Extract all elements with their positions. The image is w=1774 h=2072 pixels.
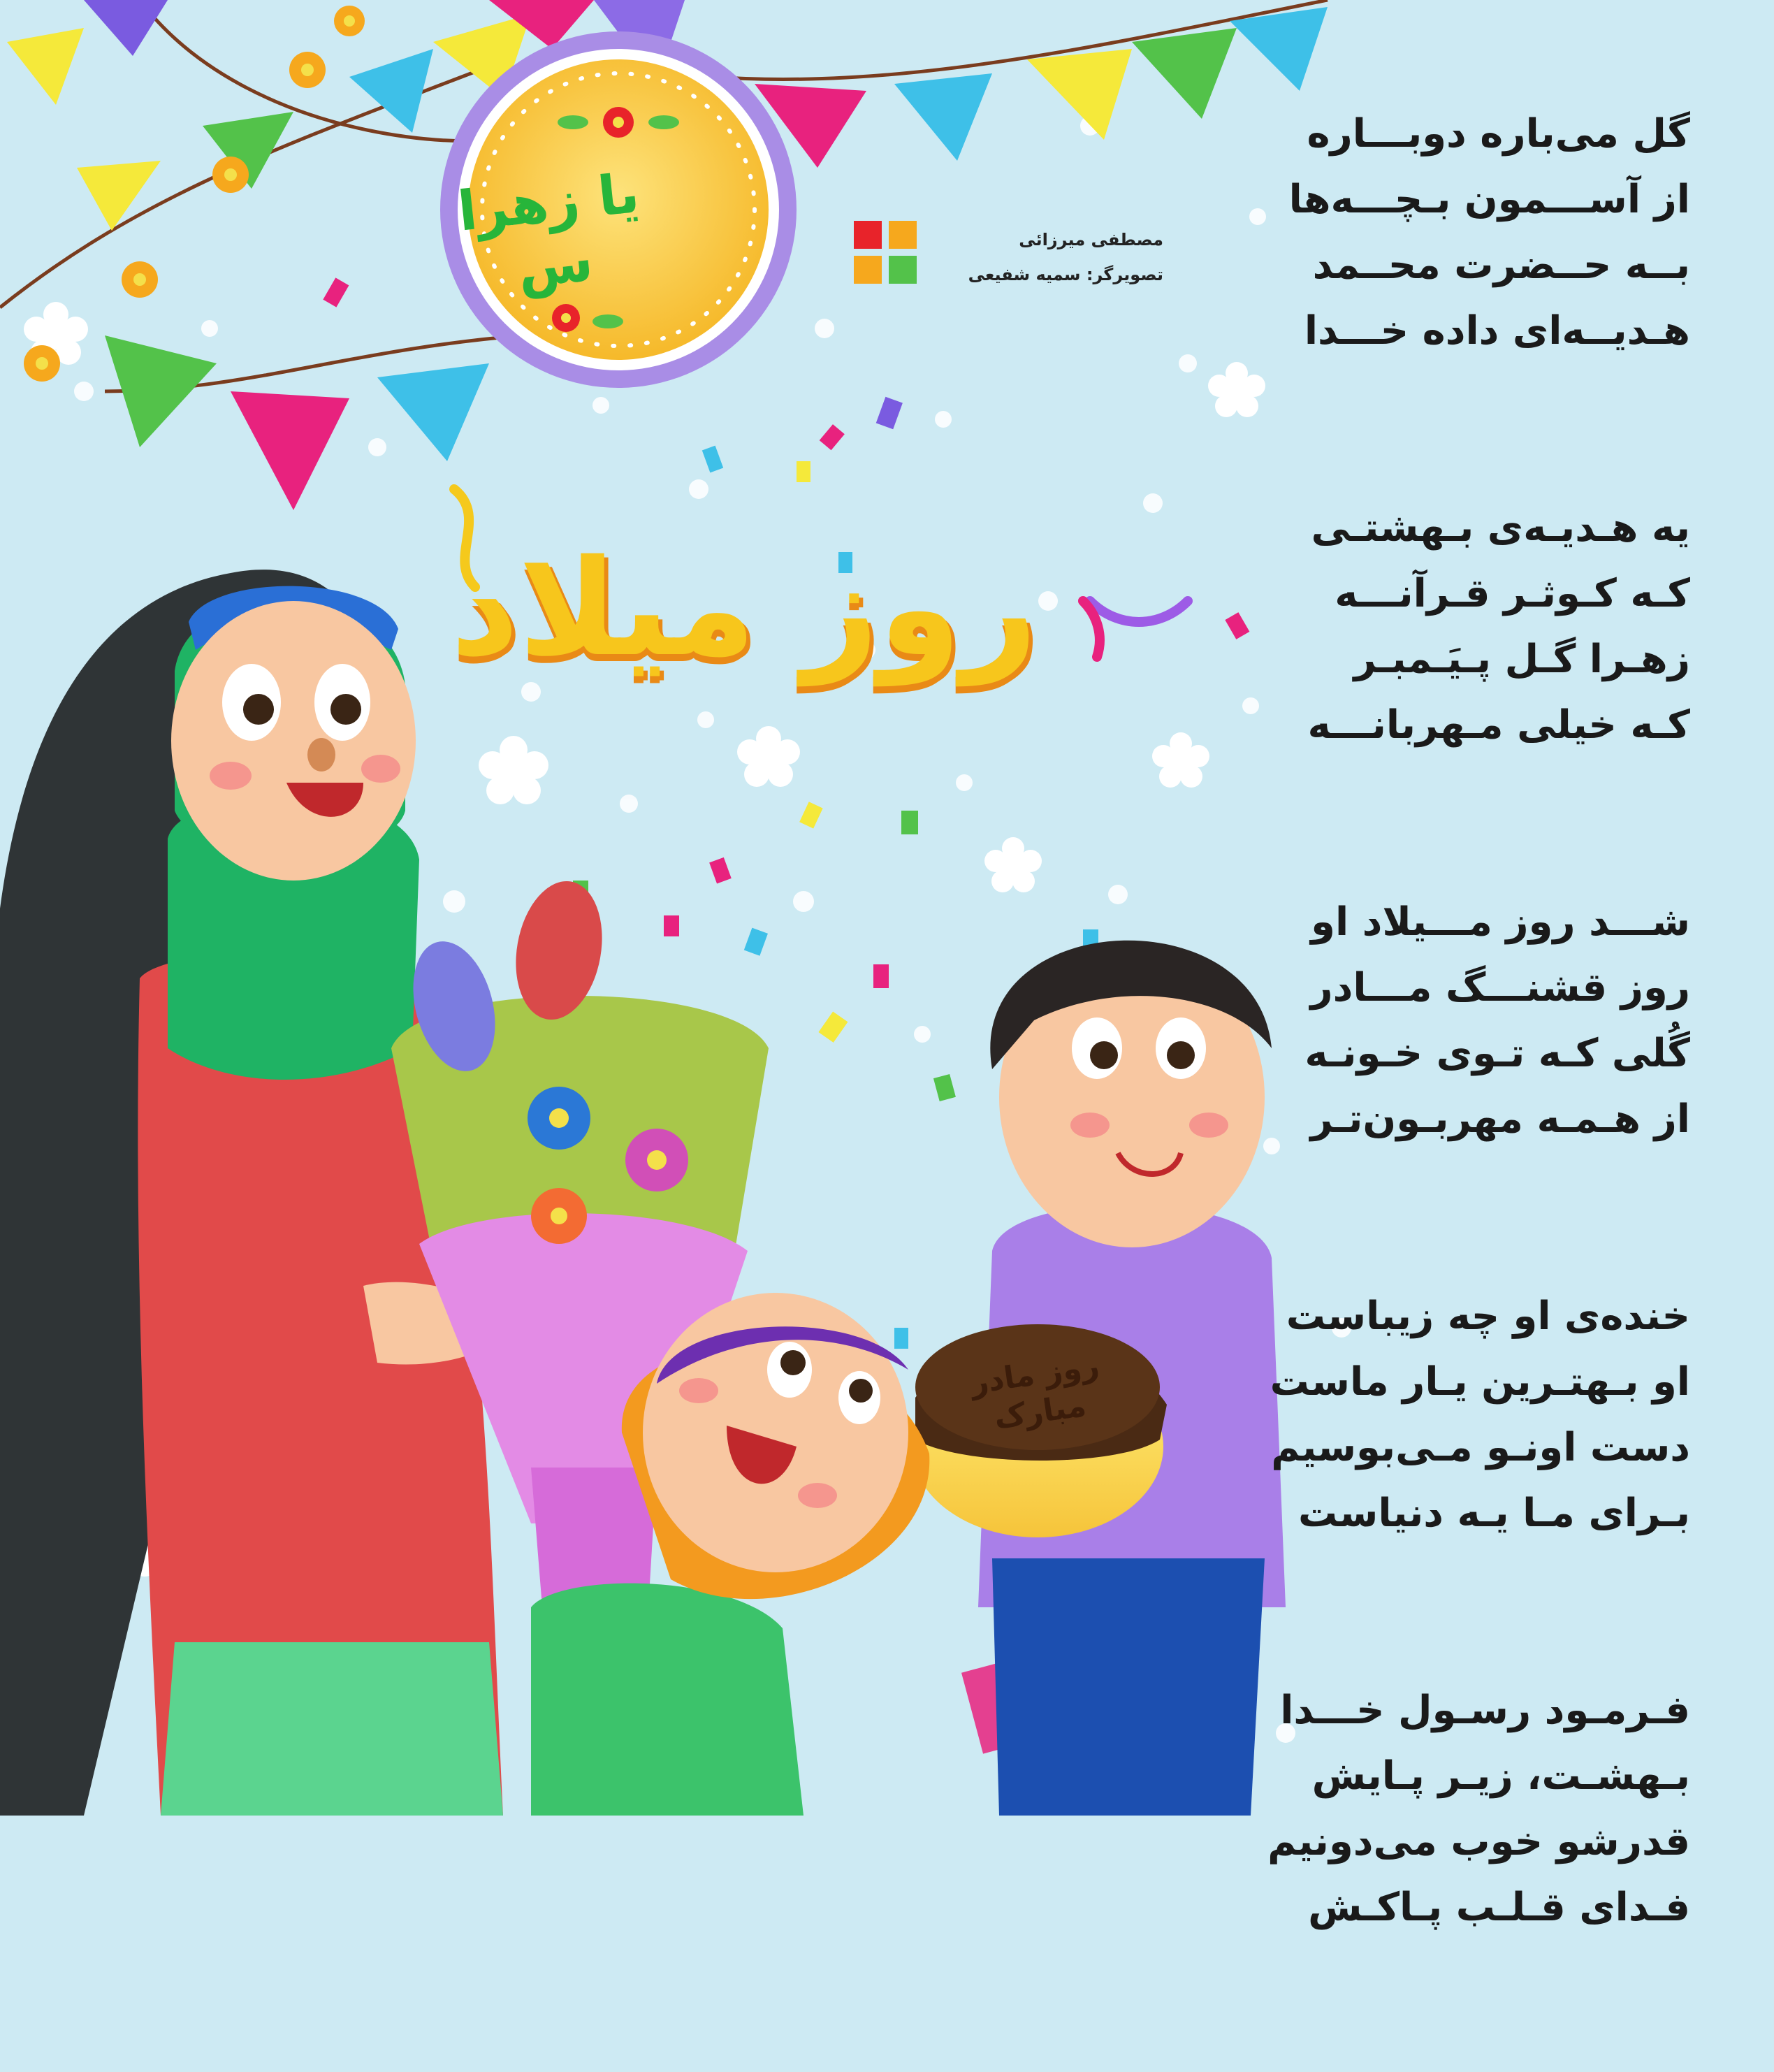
poem-line: دست اونـو مـی‌بوسیم (1271, 1425, 1690, 1470)
poem-line: گُلی کـه تـوی خـونـه (1304, 1031, 1690, 1076)
cake-line-1: روز مادر (968, 1347, 1102, 1401)
poem (1267, 101, 1690, 2072)
page-title: روز میلاد (451, 531, 1038, 686)
author-name: مصطفی میرزائی (1019, 230, 1163, 249)
poem-line: او بـهتـرین یـار ماست (1270, 1359, 1690, 1405)
poem-line: فـدای قـلـب پـاکـش (1308, 1885, 1690, 1930)
poem-line: روز قشنـــگ مـــادر (1310, 965, 1690, 1010)
poem-line: هـديــه‌ای داده خـــدا (1304, 308, 1690, 354)
poem-stanza-2 (1299, 495, 1690, 758)
poem-stanza-4 (1270, 1284, 1690, 1546)
poem-line: شـــد روز مـــیلاد او (1311, 899, 1690, 945)
poem-line: کـه کـوثـر قـرآنـــه (1335, 571, 1690, 616)
poem-line: گل می‌باره دوبـــاره (1307, 111, 1690, 157)
credits (856, 222, 1163, 292)
poem-stanza-1 (1288, 101, 1690, 364)
poem-line: از هـمـه مهربـون‌تـر (1310, 1096, 1690, 1142)
poem-line: زهـرا گـل پـیَـمبـر (1353, 637, 1690, 682)
illustrator-name: تصویرگر: سمیه شفیعی (968, 265, 1163, 284)
poem-line: کـه خیلی مـهربانـــه (1307, 702, 1690, 748)
poem-line: فـرمـود رسـول خـــدا (1280, 1688, 1690, 1733)
poem-stanza-3 (1299, 890, 1690, 1152)
cake-line-2: مبارک (991, 1387, 1089, 1436)
poem-stanza-5 (1267, 1678, 1690, 1941)
poem-line: یه هـدیـه‌ی بـهشتـی (1311, 505, 1690, 551)
poem-line: قدرشو خوب می‌دونیم (1267, 1819, 1690, 1864)
badge-text: یا زهرا س (455, 161, 643, 301)
poem-line: بـهشـت، زیـر پـایش (1311, 1753, 1690, 1799)
poem-line: بـرای مـا یـه دنیاست (1298, 1491, 1690, 1536)
poem-line: بــه حــضرت محــمد (1312, 242, 1690, 288)
poem-line: از آســـمون بـچـــه‌ها (1288, 177, 1690, 222)
poem-line: خنده‌ی او چه زیباست (1286, 1294, 1690, 1339)
